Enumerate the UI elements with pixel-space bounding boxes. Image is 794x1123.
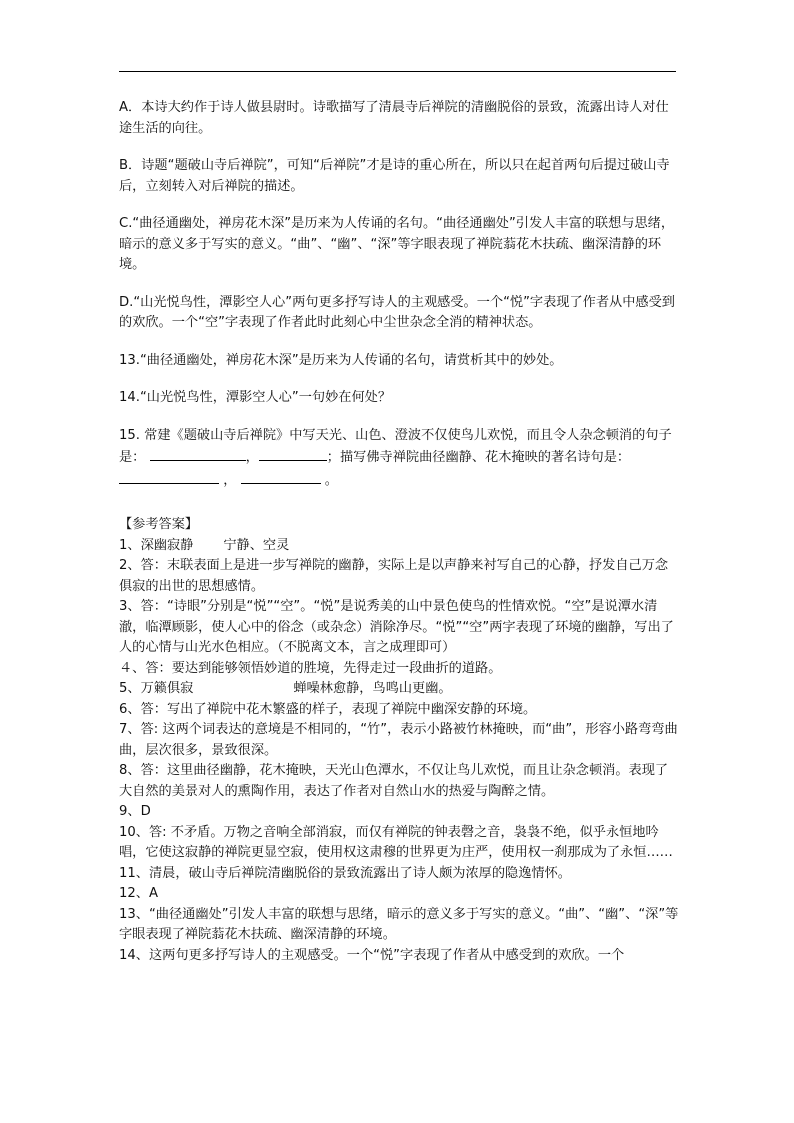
option-c: C.“曲径通幽处，禅房花木深”是历来为人传诵的名句。“曲径通幽处”引发人丰富的联想与思绪，暗示的意义多于写实的意义。“曲”、“幽”、“深”等字眼表现了禅院蓊花木扶疏、幽深清静的环境。 (119, 216, 675, 272)
answer-1-a: 1、深幽寂静 (119, 537, 194, 553)
answer-5 (119, 679, 679, 700)
fill-blank-4[interactable] (241, 469, 321, 484)
answer-12: 12、A (119, 886, 158, 901)
question-15 (119, 426, 679, 492)
answer-11: 11、清晨，破山寺后禅院清幽脱俗的景致流露出了诗人颇为浓厚的隐逸情怀。 (119, 865, 571, 881)
question-14: 14.“山光悦鸟性，潭影空人心”一句妙在何处？ (119, 390, 392, 405)
fill-blank-2[interactable] (259, 446, 327, 461)
answer-5-b: 蝉噪林愈静，鸟鸣山更幽。 (293, 681, 452, 696)
answer-13: 13、“曲径通幽处”引发人丰富的联想与思绪，暗示的意义多于写实的意义。“曲”、“幽”、“深”等字眼表现了禅院蓊花木扶疏、幽深清静的环境。 (119, 906, 679, 942)
option-a: A．本诗大约作于诗人做县尉时。诗歌描写了清晨寺后禅院的清幽脱俗的景致，流露出诗人对仕途生活的向往。 (119, 100, 669, 136)
option-d: D.“山光悦鸟性，潭影空人心”两句更多抒写诗人的主观感受。一个“悦”字表现了作者从中感受到的欢欣。一个“空”字表现了作者此时此刻心中尘世杂念全消的精神状态。 (119, 294, 675, 330)
answer-10: 10、答: 不矛盾。万物之音响全部消寂，而仅有禅院的钟表磬之音，袅袅不绝，似乎永恒地吟唱，它使这寂静的禅院更显空寂，使用权这肃穆的世界更为庄严，使用权一刹那成为了永恒…… (119, 824, 673, 860)
answer-14: 14、这两句更多抒写诗人的主观感受。一个“悦”字表现了作者从中感受到的欢欣。一个 (119, 947, 625, 963)
option-b: B．诗题“题破山寺后禅院”，可知“后禅院”才是诗的重心所在，所以只在起首两句后提过破山寺后，立刻转入对后禅院的描述。 (119, 158, 670, 194)
answer-3: 3、答：“诗眼”分别是“悦”“空”。“悦”是说秀美的山中景色使鸟的性情欢悦。“空”是说潭水清澈，临潭顾影，使人心中的俗念（或杂念）消除净尽。“悦”“空”两字表现了环境的幽静，写出了人的心情与山光水色相应。（不脱离文本，言之成理即可） (119, 599, 674, 655)
answer-1 (119, 536, 679, 557)
question-15-text-b: ；描写佛寺禅院曲径幽静、花木掩映的著名诗句是： (326, 450, 631, 465)
question-15-text-a: 15. 常建《题破山寺后禅院》中写天光、山色、澄波不仅使鸟儿欢悦，而且令人杂念顿消的句子是： (119, 427, 672, 465)
answer-1-b: 宁静、空灵 (223, 537, 290, 553)
separator: ， (245, 450, 259, 465)
answer-9: 9、D (119, 804, 151, 819)
answer-5-a: 5、万籁俱寂 (119, 681, 194, 696)
answer-6: 6、答：写出了禅院中花木繁盛的样子，表现了禅院中幽深安静的环境。 (119, 701, 537, 717)
answer-4: ４、答：要达到能够领悟妙道的胜境，先得走过一段曲折的道路。 (119, 660, 502, 676)
separator: ， (223, 472, 237, 488)
period: 。 (324, 472, 338, 488)
answer-7: 7、答: 这两个词表达的意境是不相同的，“竹”，表示小路被竹林掩映，而“曲”，形容小路弯弯曲曲，层次很多，景致很深。 (119, 722, 678, 758)
document-body (119, 98, 679, 966)
answer-8: 8、答：这里曲径幽静，花木掩映，天光山色潭水，不仅让鸟儿欢悦，而且让杂念顿消。表现了大自然的美景对人的熏陶作用，表达了作者对自然山水的热爱与陶醉之情。 (119, 763, 669, 799)
answers-title: 【参考答案】 (119, 517, 199, 532)
header-rule (119, 71, 676, 72)
fill-blank-3[interactable] (119, 469, 219, 484)
fill-blank-1[interactable] (150, 446, 246, 461)
answer-2: 2、答：末联表面上是进一步写禅院的幽静，实际上是以声静来衬写自己的心静，抒发自己万念俱寂的出世的思想感情。 (119, 558, 669, 594)
question-13: 13.“曲径通幽处，禅房花木深”是历来为人传诵的名句，请赏析其中的妙处。 (119, 352, 563, 368)
